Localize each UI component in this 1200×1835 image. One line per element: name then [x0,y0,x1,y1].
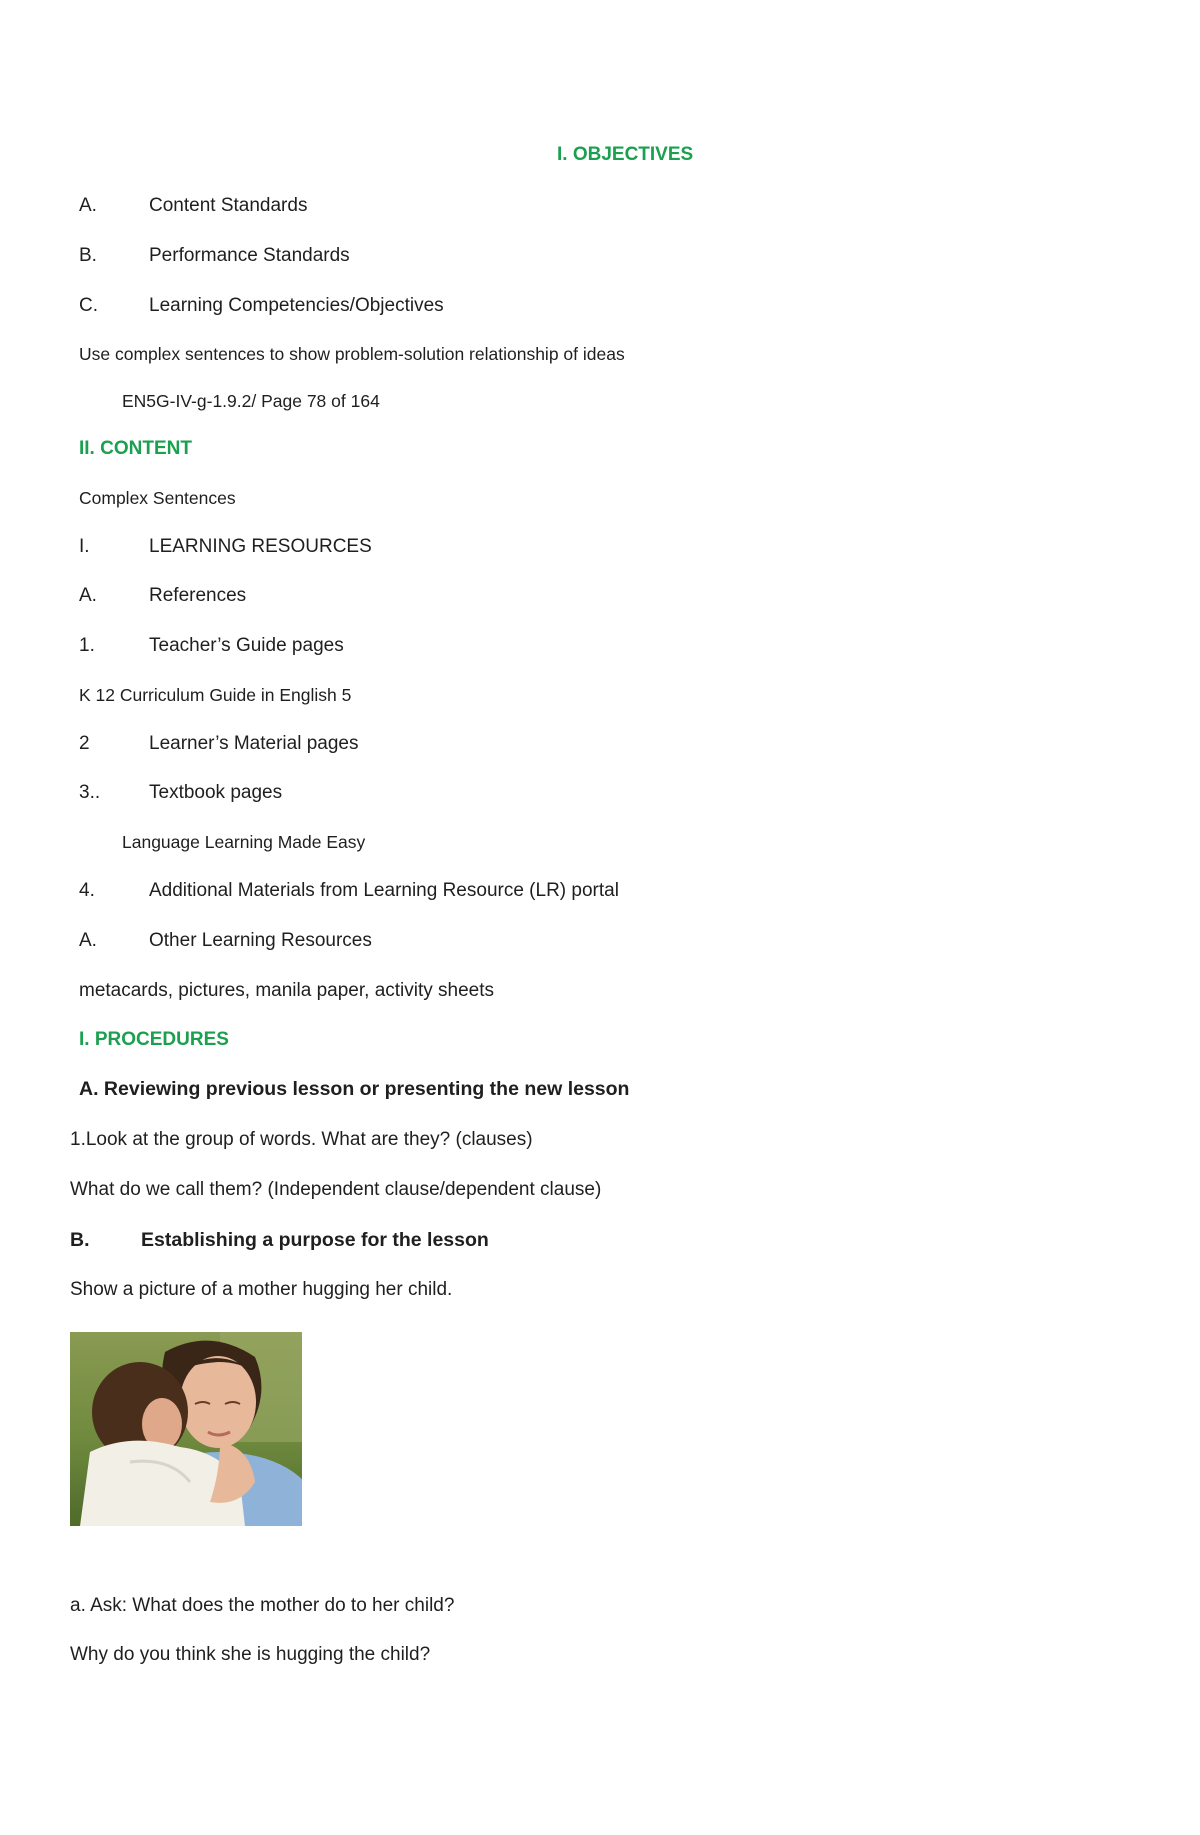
competency-text: Use complex sentences to show problem-solution relationship of ideas [79,344,625,364]
step-b-line-1: Show a picture of a mother hugging her child. [70,1279,453,1300]
list-label: A. [79,585,97,606]
list-text: LEARNING RESOURCES [149,536,372,557]
step-a-line-1: 1.Look at the group of words. What are they? (clauses) [70,1129,533,1150]
list-text: Content Standards [149,195,308,216]
list-label: C. [79,295,98,316]
procedures-heading: I. PROCEDURES [79,1029,229,1050]
list-label: 3.. [79,782,101,803]
list-text: Learning Competencies/Objectives [149,295,444,316]
curriculum-guide: K 12 Curriculum Guide in English 5 [79,685,352,705]
list-text: Teacher’s Guide pages [149,635,344,656]
list-label: B. [79,245,97,266]
list-text: Additional Materials from Learning Resource (LR) portal [149,880,619,901]
list-text: Establishing a purpose for the lesson [141,1229,489,1251]
textbook-title: Language Learning Made Easy [122,832,366,852]
ask-line-1: a. Ask: What does the mother do to her child? [70,1595,455,1616]
list-text: References [149,585,247,606]
competency-code: EN5G-IV-g-1.9.2/ Page 78 of 164 [122,391,380,411]
ask-line-2: Why do you think she is hugging the child? [70,1644,431,1665]
content-topic: Complex Sentences [79,488,236,508]
list-label: A. [79,195,97,216]
list-text: Learner’s Material pages [149,733,359,754]
step-a-heading: A. Reviewing previous lesson or presenting the new lesson [79,1078,630,1100]
list-text: Performance Standards [149,245,350,266]
list-label: A. [79,930,97,951]
list-label: I. [79,536,90,557]
list-label: B. [70,1229,90,1251]
list-label: 2 [79,733,90,754]
list-label: 1. [79,635,95,656]
objectives-heading: I. OBJECTIVES [557,144,694,165]
content-heading: II. CONTENT [79,438,192,459]
list-text: Other Learning Resources [149,930,372,951]
materials-list: metacards, pictures, manila paper, activity sheets [79,980,495,1001]
step-a-line-2: What do we call them? (Independent clause/dependent clause) [70,1179,602,1200]
list-label: 4. [79,880,95,901]
list-text: Textbook pages [149,782,283,803]
mother-hugging-child-photo [70,1332,302,1526]
